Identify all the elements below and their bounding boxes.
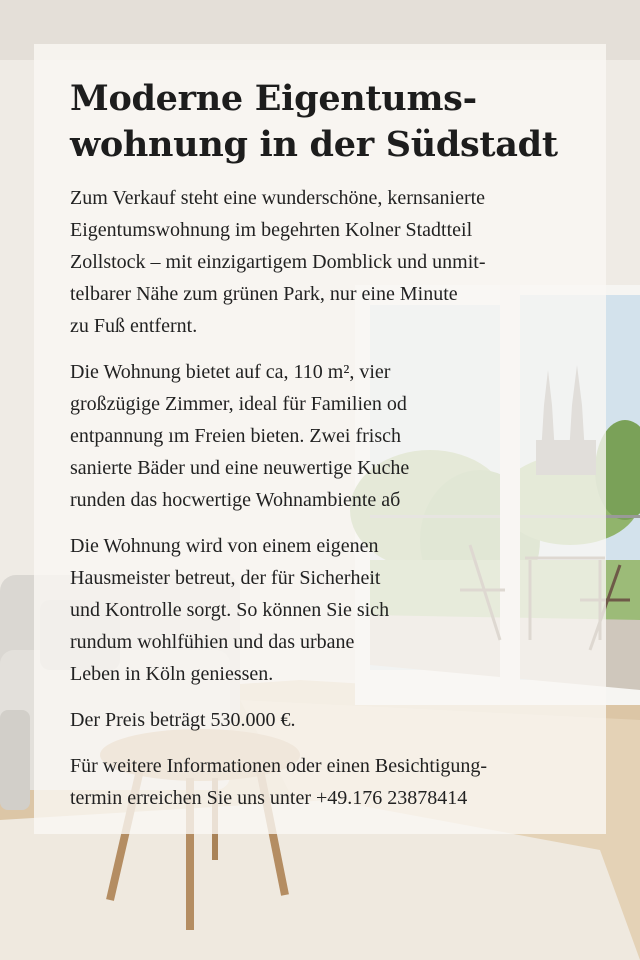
text-line: zu Fuß entfernt.	[70, 315, 198, 337]
text-line: und Kontrolle sorgt. So können Sie sich	[70, 599, 390, 621]
text-line: entpannung ım Freien bieten. Zwei frisch	[70, 425, 402, 447]
contact-phone-text: termin erreichen Sie uns unter +49.176 23878414	[70, 787, 468, 809]
text-line: Die Wohnung wird von einem eigenen	[70, 535, 379, 557]
text-line: Hausmeister betreut, der für Sicherheit	[70, 567, 381, 589]
intro-paragraph	[70, 182, 570, 342]
text-line: Zum Verkauf steht eine wunderschöne, kernsanierte	[70, 187, 486, 209]
features-paragraph	[70, 356, 570, 516]
text-line: großzügige Zimmer, ideal für Familien od	[70, 393, 407, 415]
price-text: Der Preis beträgt 530.000 €.	[70, 709, 296, 731]
title-line: Moderne Eigentums-	[70, 78, 477, 119]
text-line: Eigentumswohnung im begehrten Kolner Stadtteil	[70, 219, 473, 241]
caretaker-paragraph	[70, 530, 570, 690]
text-line: Leben in Köln geniessen.	[70, 663, 274, 685]
contact-paragraph	[70, 750, 570, 814]
price-paragraph	[70, 704, 570, 736]
text-line: sanierte Bäder und eine neuwertige Kuche	[70, 457, 410, 479]
page-title	[70, 76, 570, 168]
title-line: wohnung in der Südstadt	[70, 124, 558, 165]
text-line: runden das hocwertige Wohnambiente aб	[70, 489, 401, 511]
text-line: Zollstock – mit einzigartigem Domblick und unmit-	[70, 251, 486, 273]
text-line: rundum wohlfühien und das urbane	[70, 631, 355, 653]
text-line: Die Wohnung bietet auf ca, 110 m², vier	[70, 361, 391, 383]
listing-content	[70, 76, 570, 828]
text-line: telbarer Nähe zum grünen Park, nur eine Minute	[70, 283, 458, 305]
text-line: Für weitere Informationen oder einen Besichtigung-	[70, 755, 488, 777]
